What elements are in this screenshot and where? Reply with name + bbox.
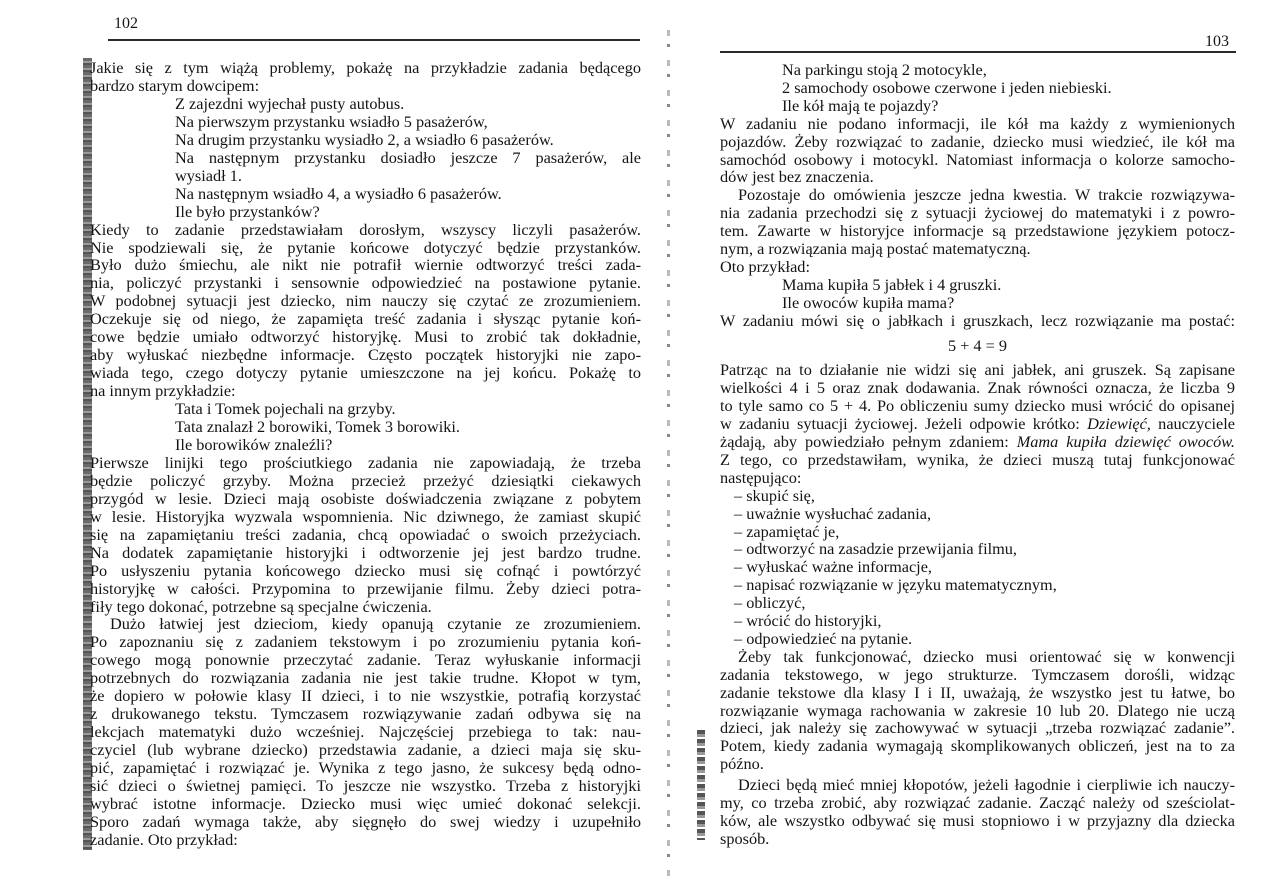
text-line: Oczekuje się od niego, że zapamięta treść zadania i słysząc pytanie koń- — [90, 310, 641, 329]
text-line: samochód osobowy i motocykl. Natomiast informacja o kolorze samocho- — [720, 150, 1235, 169]
text-line: przygód w lesie. Dzieci mają osobiste doświadczenia związane z pobytem — [90, 489, 641, 508]
text-line: będzie policzyć grzyby. Można przecież przeżyć dziesiątki ciekawych — [90, 471, 641, 490]
text-line: Potem, kiedy zadania wymagają skomplikowanych obliczeń, jest na to za — [720, 737, 1235, 756]
text-line: pić, zapamiętać i rozwiązać je. Wynika z tego jasno, że sukcesy będą odno- — [90, 759, 641, 778]
text-line: tem. Zawarte w historyjce informacje są przedstawione językiem potocz- — [720, 222, 1235, 241]
text-line — [720, 415, 1235, 433]
text-line: cowe będzie umiało odtworzyć historyjkę. Musi to zrobić tak dokładnie, — [90, 328, 641, 347]
text-line: 2 samochody osobowe czerwone i jeden niebieski. — [782, 77, 1112, 97]
text-line: zadanie. Oto przykład: — [90, 829, 238, 849]
list-item: – uważnie wysłuchać zadania, — [734, 503, 932, 523]
text-line: Oto przykład: — [720, 256, 810, 276]
text-line: Ile było przystanków? — [175, 201, 320, 221]
text-line: późno. — [720, 754, 764, 774]
text-line: w lesie. Historyjka wyzwala wspomnienia. Nic dziwnego, że zamiast skupić — [90, 507, 641, 526]
right-page-number: 103 — [1205, 33, 1229, 50]
text-line: wiada tego, czego dotyczy pytanie umieszczone na jej końcu. Pokażę to — [90, 364, 641, 383]
text-line: Na drugim przystanku wysiadło 2, a wsiadło 6 pasażerów. — [175, 129, 554, 149]
right-header-rule — [720, 51, 1236, 53]
text-line: Na dodatek zapamiętanie historyjki i odtworzenie jej jest bardzo trudne. — [90, 543, 641, 562]
text-line: to tyle samo co 5 + 4. Po obliczeniu sumy dziecko musi wrócić do opisanej — [720, 397, 1235, 416]
list-item: – wrócić do historyjki, — [734, 611, 882, 630]
text-line: Z zajezdni wyjechał pusty autobus. — [175, 93, 405, 113]
text-line: W zadaniu nie podano informacji, ile kół ma każdy z wymienionych — [720, 114, 1235, 133]
text-line: fiły tego dokonać, potrzebne są specjalne ćwiczenia. — [90, 596, 432, 616]
text-line: Z tego, co przedstawiłam, wynika, że dzieci muszą tutaj funkcjonować — [720, 450, 1235, 469]
list-item: – zapamiętać je, — [734, 521, 840, 541]
text-line: zadanie tekstowe dla klasy I i II, uważają, że wszystko jest tu łatwe, bo — [720, 683, 1235, 702]
text-line: Na następnym wsiadło 4, a wysiadło 6 pasażerów. — [175, 183, 502, 203]
text-line: cowego mogą ponownie przeczytać zadanie. Teraz wyłuskanie informacji — [90, 651, 641, 670]
text-line: wielkości 4 i 5 oraz znak dodawania. Znak równości oznacza, że liczba 9 — [720, 379, 1235, 398]
text-line: Patrząc na to działanie nie widzi się ani jabłek, ani gruszek. Są zapisane — [720, 361, 1235, 380]
text-line: Po zapoznaniu się z zadaniem tekstowym i po zrozumieniu pytania koń- — [90, 633, 641, 652]
list-item: – odpowiedzieć na pytanie. — [734, 628, 913, 648]
text-line: Na parkingu stoją 2 motocykle, — [782, 60, 987, 79]
text-line: Ile owoców kupiła mama? — [782, 292, 955, 312]
text-line: lekcjach matematyki dużo wcześniej. Najczęściej przebiega to tak: nau- — [90, 723, 641, 742]
left-header-rule — [108, 39, 640, 41]
text-line: nym, a rozwiązania mają postać matematyczną. — [720, 239, 1031, 258]
text-line: zadania tekstowego, w jego strukturze. Tymczasem dorośli, widząc — [720, 665, 1235, 684]
list-item: – wyłuskać ważne informacje, — [734, 557, 933, 577]
list-item: – odtworzyć na zasadzie przewijania filmu, — [734, 539, 1017, 559]
text-line: Ile borowików znaleźli? — [175, 434, 333, 454]
list-item: – skupić się, — [734, 485, 815, 505]
text-line: Tata i Tomek pojechali na grzyby. — [175, 399, 396, 419]
text-line: Tata znalazł 2 borowiki, Tomek 3 borowiki. — [175, 417, 460, 436]
text-line: dzieci, jak należy się zachowywać w sytuacji „trzeba rozwiązać zadanie”. — [720, 719, 1235, 738]
text-segment: nauczyciele — [1150, 415, 1235, 434]
list-item: – obliczyć, — [734, 593, 806, 613]
text-line: aby wyłuskać niezbędne informacje. Często początek historyjki nie zapo- — [90, 346, 641, 365]
italic-text: Mama kupiła dziewięć owoców. — [1016, 433, 1235, 451]
text-line: wysiadł 1. — [175, 165, 242, 185]
text-line: na innym przykładzie: — [90, 381, 236, 401]
text-line: z drukowanego tekstu. Tymczasem rozwiązywanie zadań odbywa się na — [90, 705, 641, 724]
scan-edge-shadow — [697, 730, 705, 840]
text-line: Na pierwszym przystanku wsiadło 5 pasażerów, — [175, 111, 488, 131]
text-line: czyciel (lub wybrane dziecko) przedstawia zadanie, a dzieci maja się sku- — [90, 741, 641, 760]
text-line: Dzieci będą mieć mniej kłopotów, jeżeli łagodnie i cierpliwie ich nauczy- — [738, 776, 1235, 795]
text-line: że dopiero w połowie klasy II dzieci, i to nie wszystkie, potrafią korzystać — [90, 687, 641, 706]
text-line: następująco: — [720, 467, 802, 487]
text-line: bardzo starym dowcipem: — [90, 75, 260, 95]
text-line: się na zapamiętaniu treści zadania, chcą opowiadać o swoich przeżyciach. — [90, 525, 641, 544]
page-gutter — [667, 30, 670, 880]
text-line: nia zadania przechodzi się z sytuacji życiowej do matematyki i z powro- — [720, 204, 1235, 223]
text-line: wybrać istotne informacje. Dziecko musi więc umieć dokonać selekcji. — [90, 794, 641, 813]
text-line: Nie spodziewali się, że pytanie końcowe dotyczyć będzie przystanków. — [90, 238, 641, 257]
text-line: dów jest bez znaczenia. — [720, 167, 874, 187]
text-line: W podobnej sytuacji jest dziecko, nim nauczy się czytać ze zrozumieniem. — [90, 292, 641, 311]
text-line: Pozostaje do omówienia jeszcze jedna kwestia. W trakcie rozwiązywa- — [738, 186, 1235, 205]
text-line — [720, 433, 1235, 451]
text-line: Po usłyszeniu pytania końcowego dziecko musi się cofnąć i powtórzyć — [90, 561, 641, 580]
text-line: Ile kół mają te pojazdy? — [782, 95, 939, 115]
text-line: Jakie się z tym wiążą problemy, pokażę na przykładzie zadania będącego — [90, 59, 641, 77]
text-line: Na następnym przystanku dosiadło jeszcze 7 pasażerów, ale — [175, 148, 641, 167]
text-line: my, co trzeba zrobić, aby rozwiązać zadanie. Zacząć należy od sześciolat- — [720, 794, 1235, 812]
text-line: pojazdów. Żeby rozwiązać to zadanie, dziecko musi wiedzieć, ile kół ma — [720, 132, 1235, 151]
text-line: Sporo zadań wymaga także, aby sięgnęło do swej wiedzy i uzupełniło — [90, 812, 641, 831]
text-line: W zadaniu mówi się o jabłkach i gruszkach, lecz rozwiązanie ma postać: — [720, 311, 1235, 330]
text-line: Było dużo śmiechu, ale nikt nie potrafił wiernie odtworzyć treści zada- — [90, 256, 641, 275]
text-line: potrzebnych do rozwiązania zadania nie jest takie trudne. Kłopot w tym, — [90, 669, 641, 688]
text-line: historyjkę w całości. Przypomina to przewijanie filmu. Żeby dzieci potra- — [90, 579, 641, 598]
text-line: Dużo łatwiej jest dzieciom, kiedy opanują czytanie ze zrozumieniem. — [110, 615, 641, 634]
text-line: nia, policzyć przystanki i sensownie odpowiedzieć na postawione pytanie. — [90, 274, 641, 293]
text-line: sposób. — [720, 828, 770, 848]
text-segment: w zadaniu sytuacji życiowej. Jeżeli odpowie krótko: — [720, 415, 1088, 434]
text-line: Żeby tak funkcjonować, dziecko musi orientować się w konwencji — [738, 647, 1235, 666]
text-line: sić dzieci o świetnej pamięci. To jeszcze nie wszystko. Trzeba z historyjki — [90, 777, 641, 795]
text-line: ków, ale wszystko odbywać się musi stopniowo i w przyjazny dla dziecka — [720, 811, 1235, 830]
left-page-number: 102 — [114, 15, 138, 32]
equation: 5 + 4 = 9 — [947, 335, 1008, 355]
italic-text: Dziewięć, — [1087, 415, 1151, 434]
text-line: rozwiązanie wymaga rachowania w zakresie 10 lub 20. Dlatego nie uczą — [720, 701, 1235, 720]
text-segment: żądają, aby powiedziało pełnym zdaniem: — [720, 433, 1017, 451]
text-line: Pierwsze linijki tego prościutkiego zadania nie zapowiadają, że trzeba — [90, 453, 641, 472]
text-line: Mama kupiła 5 jabłek i 4 gruszki. — [782, 274, 1002, 294]
text-line: Kiedy to zadanie przedstawiałam dorosłym, wszyscy liczyli pasażerów. — [90, 220, 641, 239]
list-item: – napisać rozwiązanie w języku matematycznym, — [734, 575, 1057, 595]
